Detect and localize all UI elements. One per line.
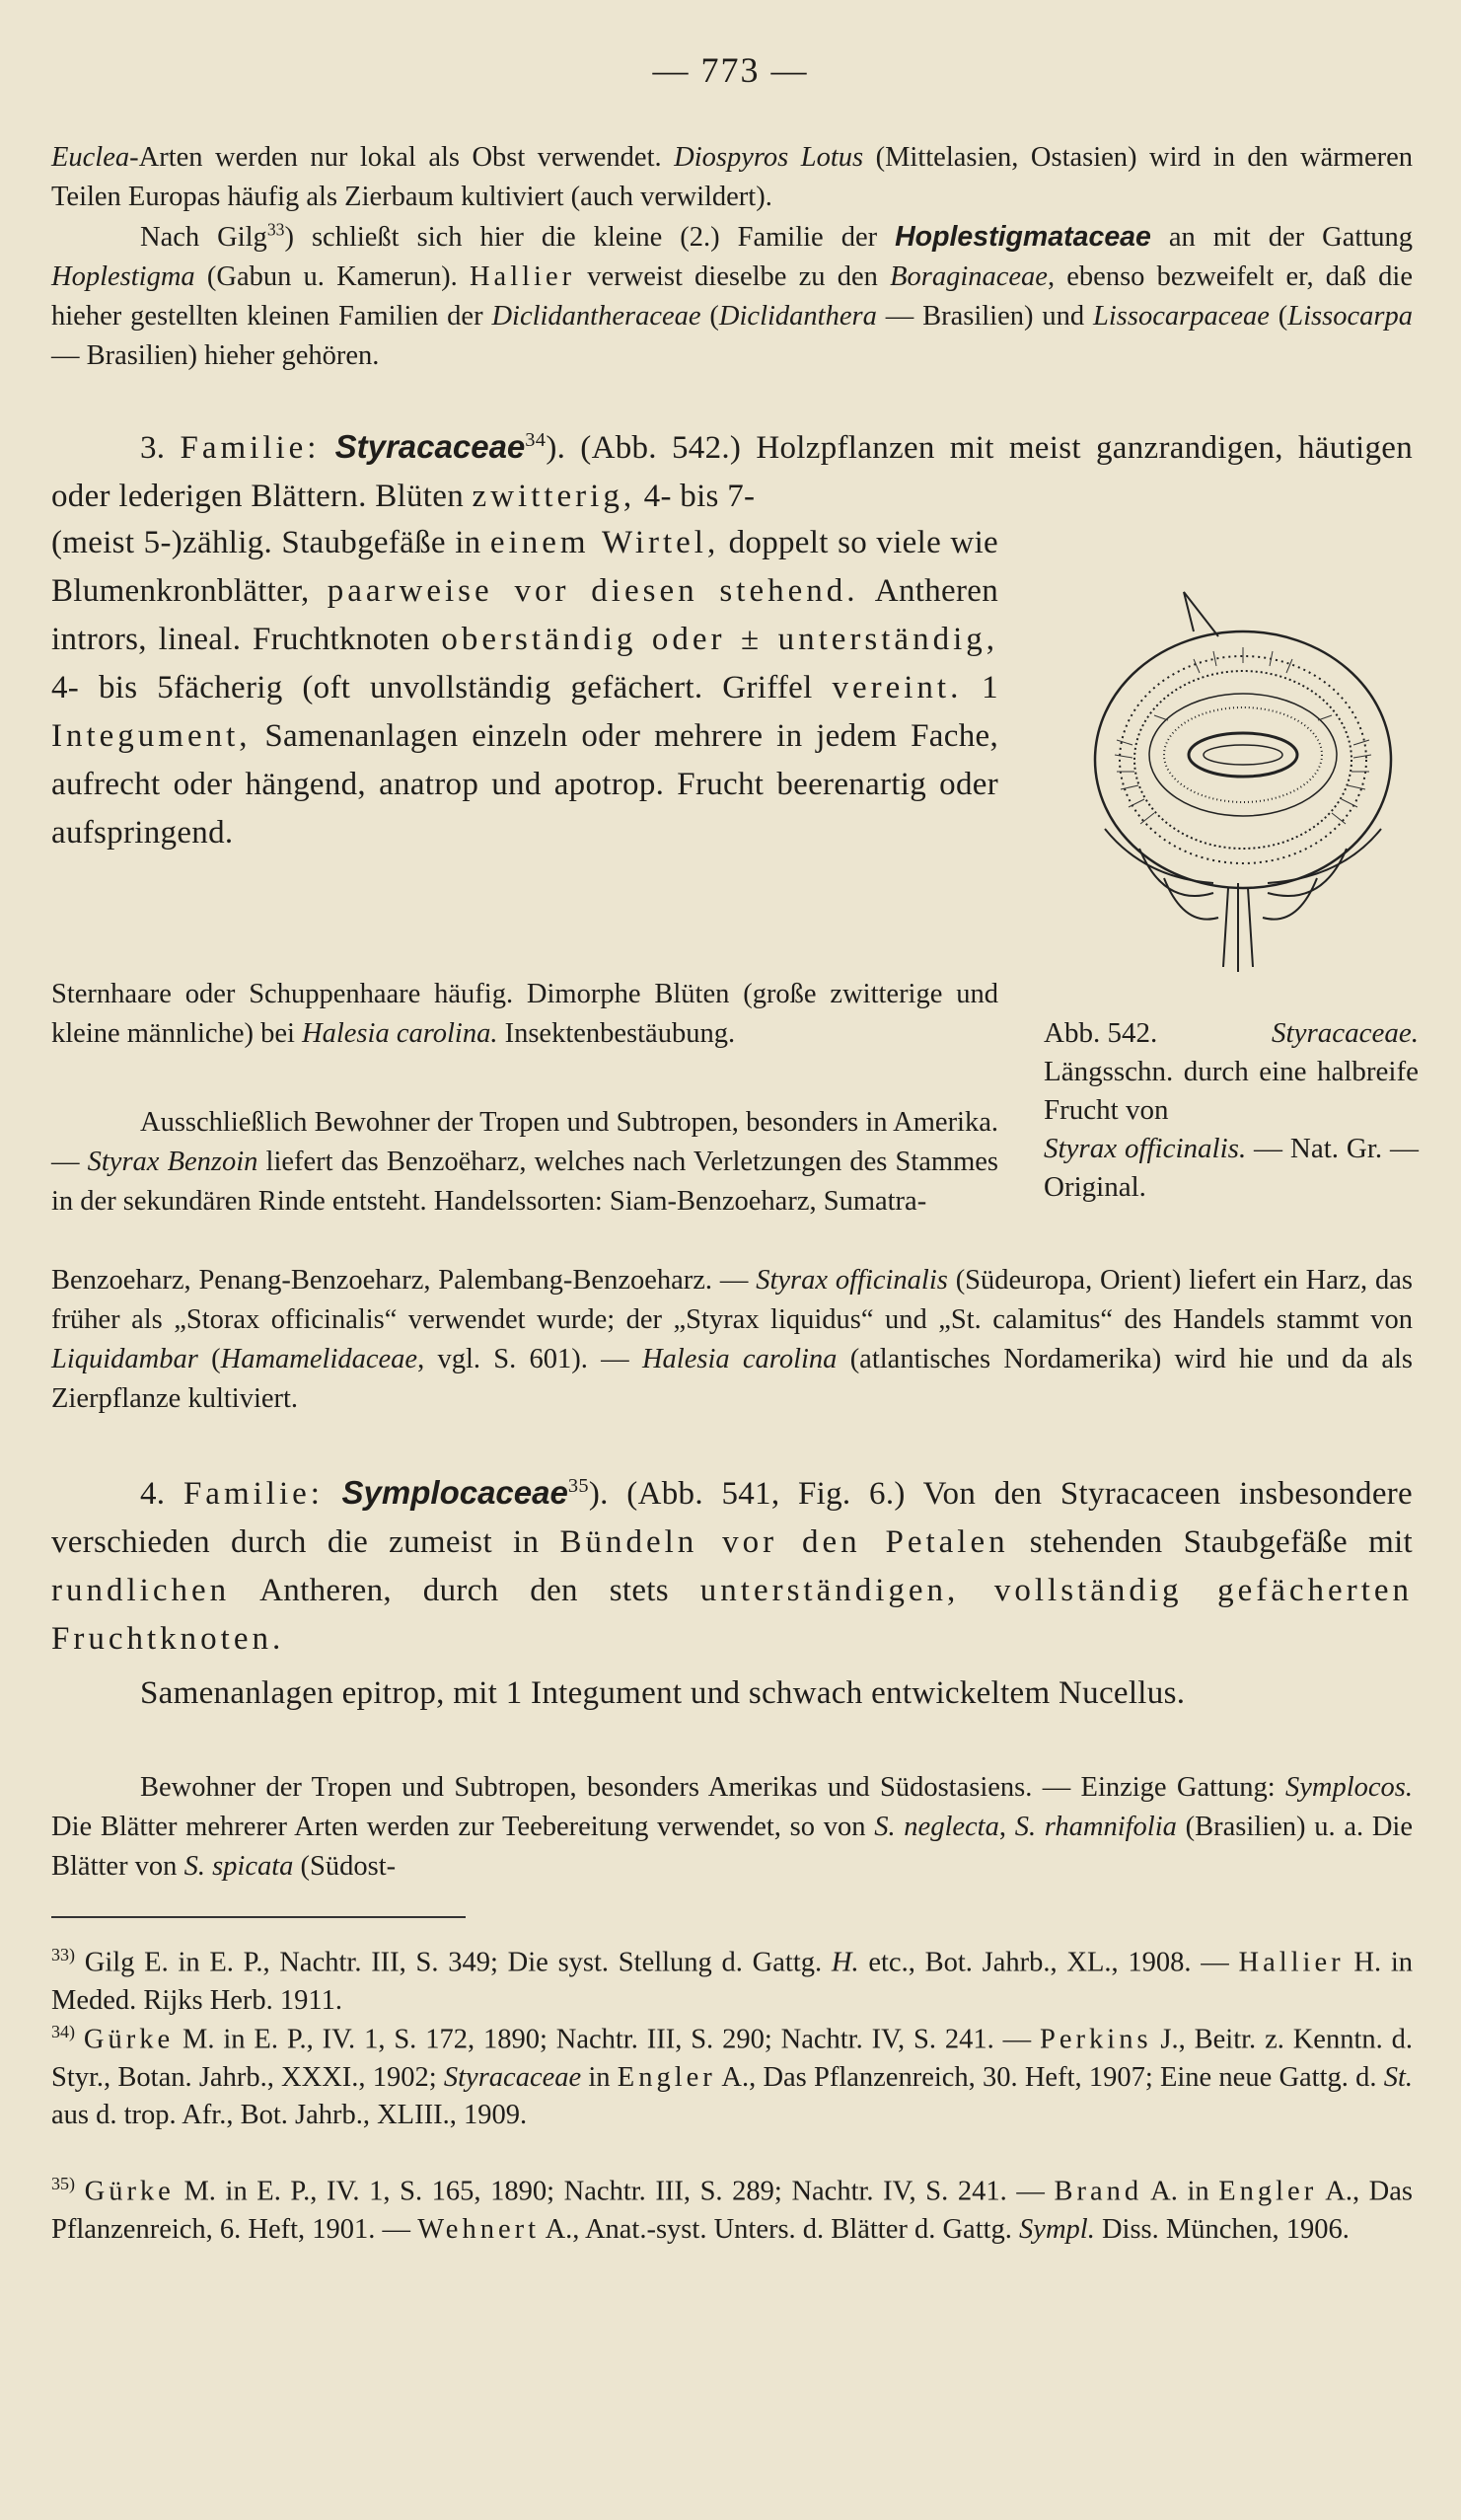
- text-run: Hoplestigma: [51, 261, 195, 292]
- text-run: 4- bis 5fächerig (oft unvollständig gefächert. Griffel: [51, 670, 833, 705]
- text-run: (meist 5-)zählig. Staubgefäße in: [51, 525, 490, 560]
- text-run: unterständigen, vollständig gefächerten Fruchtknoten.: [51, 1573, 1414, 1657]
- text-run: S. neglecta: [874, 1812, 999, 1842]
- text-run: Euclea: [51, 142, 130, 173]
- text-run: M. in E. P., IV. 1, S. 165, 1890; Nachtr. III, S. 289; Nachtr. IV, S. 241. —: [174, 2176, 1055, 2207]
- text-run: Symplocos.: [1284, 1772, 1413, 1803]
- text-run: Diclidantheraceae: [491, 301, 701, 332]
- text-run: Nach Gilg: [140, 222, 267, 253]
- text-run: an mit der Gattung: [1150, 222, 1413, 253]
- text-run: 34): [51, 2022, 75, 2041]
- text-run: Perkins: [1040, 2024, 1152, 2055]
- caption-scale-source: — Nat. Gr. — Original.: [1044, 1133, 1419, 1203]
- text-run: Hamamelidaceae: [220, 1344, 418, 1374]
- page-number: — 773 —: [652, 50, 809, 90]
- text-run: H.: [831, 1947, 859, 1978]
- text-run: (Mittelasien, Ostasien) wird in den wärmeren Teilen Europas häufig als Zierbaum kultiviert (auch verwildert).: [51, 142, 1414, 212]
- footnote-33: [51, 1936, 1413, 2020]
- text-run: 33): [51, 1945, 75, 1964]
- text-run: Diclidanthera: [718, 301, 877, 332]
- text-run: 34: [525, 429, 547, 451]
- text-run: Engler: [617, 2061, 716, 2093]
- family3-description: [51, 519, 998, 857]
- text-run: Diss. München, 1906.: [1094, 2213, 1350, 2245]
- caption-family: Styracaceae.: [1272, 1017, 1419, 1049]
- text-run: (Südeuropa, Orient) liefert ein Harz, das früher als „Storax officinalis“ verwendet wurde; der „Styrax liquidus“ und „St. calamitus“ des Handels stammt von: [51, 1265, 1413, 1335]
- text-run: liefert das Benzoëharz, welches nach Verletzungen des Stammes in der sekundären Rinde entsteht. Handelssorten: Siam-Benzoeharz, Sumatra-: [51, 1147, 999, 1217]
- text-run: Styracaceae: [443, 2061, 582, 2093]
- text-run: Boraginaceae: [890, 261, 1048, 292]
- caption-species: Styrax officinalis.: [1044, 1133, 1247, 1164]
- family4-ovules-paragraph: [51, 1669, 1413, 1718]
- text-run: ). (Abb. 541, Fig. 6.) Von den Styracaceen insbesondere verschieden durch die zumeist in: [51, 1476, 1414, 1560]
- text-run: Integument,: [51, 718, 252, 754]
- text-run: Sternhaare oder Schuppenhaare häufig. Dimorphe Blüten (große zwitterige und kleine männliche) bei: [51, 979, 998, 1049]
- text-run: Hallier: [469, 261, 576, 292]
- text-run: St.: [1383, 2061, 1414, 2093]
- text-run: 33: [266, 219, 285, 240]
- text-run: M. in E. P., IV. 1, S. 172, 1890; Nachtr. III, S. 290; Nachtr. IV, S. 241. —: [174, 2024, 1041, 2055]
- text-run: Benzoeharz, Penang-Benzoeharz, Palembang-Benzoeharz. —: [51, 1265, 757, 1296]
- text-run: A., Anat.-syst. Unters. d. Blätter d. Gattg.: [540, 2213, 1020, 2245]
- text-run: Ausschließlich Bewohner der Tropen und Subtropen, besonders in Amerika. —: [51, 1107, 998, 1177]
- text-run: verweist dieselbe zu den: [575, 261, 891, 292]
- intro-paragraph-1: [51, 138, 1413, 217]
- text-run: Liquidambar: [51, 1344, 198, 1374]
- text-run: (Südost-: [293, 1851, 397, 1882]
- caption-species-line: [1044, 1130, 1419, 1207]
- text-run: -Arten werden nur lokal als Obst verwendet.: [129, 142, 675, 173]
- footnote-34: [51, 2013, 1413, 2134]
- caption-description: Längsschn. durch eine halbreife Frucht von: [1044, 1056, 1419, 1126]
- text-run: — Brasilien) hieher gehören.: [51, 340, 380, 371]
- text-run: Sympl.: [1019, 2213, 1095, 2245]
- text-run: [320, 430, 334, 466]
- text-run: oberständig oder ± unterständig,: [441, 622, 998, 657]
- text-run: Symplocaceae: [341, 1474, 568, 1511]
- text-run: Hoplestigmataceae: [895, 221, 1151, 253]
- text-run: paarweise vor diesen stehend.: [327, 573, 859, 609]
- text-run: Hallier: [1238, 1947, 1345, 1978]
- text-run: Gürke: [83, 2024, 175, 2055]
- text-run: (Gabun u. Kamerun).: [194, 261, 470, 292]
- text-run: 1: [962, 670, 998, 705]
- text-run: ). (Abb. 542.) Holzpflanzen mit meist ganzrandigen, häutigen oder lederigen Blättern. Blüten: [51, 430, 1413, 514]
- text-run: (Brasilien) u. a. Die Blätter von: [51, 1812, 1413, 1882]
- text-run: Styrax Benzoin: [87, 1147, 258, 1177]
- text-run: einem Wirtel,: [489, 525, 720, 560]
- text-run: 4- bis 7-: [635, 479, 756, 514]
- text-run: Brand: [1054, 2176, 1143, 2207]
- text-run: Insektenbestäubung.: [497, 1018, 736, 1049]
- text-run: A., Das Pflanzenreich, 6. Heft, 1901. —: [51, 2176, 1413, 2245]
- text-run: [324, 1476, 342, 1512]
- caption-figure-label: Abb. 542.: [1044, 1017, 1158, 1049]
- family3-heading: [51, 422, 1413, 521]
- text-run: in: [581, 2061, 618, 2093]
- text-run: 35: [567, 1475, 589, 1497]
- text-run: Wehnert: [417, 2213, 541, 2245]
- text-run: Samenanlagen einzeln oder mehrere in jedem Fache, aufrecht oder hängend, anatrop und apotrop. Frucht beerenartig oder aufspringend.: [51, 718, 998, 851]
- text-run: 4.: [140, 1476, 183, 1512]
- family3-tropics-paragraph: [51, 1103, 998, 1222]
- text-run: H. in Meded. Rijks Herb. 1911.: [51, 1947, 1413, 2016]
- text-run: Styracaceae: [334, 428, 526, 465]
- text-run: vereint.: [832, 670, 963, 705]
- text-run: Lissocarpa: [1287, 301, 1413, 332]
- text-run: J., Beitr. z. Kenntn. d. Styr., Botan. Jahrb., XXXI., 1902;: [51, 2024, 1414, 2093]
- text-run: Diospyros Lotus: [674, 142, 864, 173]
- text-run: , ebenso bezweifelt er, daß die hieher gestellten kleinen Familien der: [51, 261, 1413, 332]
- text-run: zwitterig,: [472, 479, 636, 514]
- text-run: [75, 2025, 84, 2055]
- text-run: rundlichen: [51, 1573, 231, 1608]
- text-run: (: [1269, 301, 1288, 332]
- text-run: Familie:: [180, 430, 321, 466]
- text-run: Antheren, durch den stets: [230, 1573, 700, 1608]
- footnote-35: [51, 2165, 1413, 2249]
- text-run: Familie:: [183, 1476, 324, 1512]
- text-run: (: [197, 1344, 221, 1374]
- text-run: Gürke: [84, 2176, 175, 2207]
- text-run: Bündeln vor den Petalen: [559, 1524, 1009, 1560]
- text-run: etc., Bot. Jahrb., XL., 1908. —: [858, 1947, 1239, 1978]
- family4-distribution-paragraph: [51, 1768, 1413, 1887]
- text-run: , vgl. S. 601). —: [417, 1344, 642, 1374]
- text-run: Engler: [1218, 2176, 1318, 2207]
- text-run: (: [700, 301, 719, 332]
- text-run: S. rhamnifolia: [1014, 1812, 1177, 1842]
- family3-continuation-paragraph: [51, 1261, 1413, 1419]
- text-run: S. spicata: [183, 1851, 294, 1882]
- text-run: (atlantisches Nordamerika) wird hie und da als Zierpflanze kultiviert.: [51, 1344, 1413, 1414]
- family3-hairs-paragraph: [51, 975, 998, 1054]
- text-run: Halesia carolina: [641, 1344, 838, 1374]
- text-run: 3.: [140, 430, 181, 466]
- text-run: Lissocarpaceae: [1093, 301, 1270, 332]
- text-run: — Brasilien) und: [876, 301, 1093, 332]
- text-run: 35): [51, 2174, 75, 2193]
- text-run: Bewohner der Tropen und Subtropen, besonders Amerikas und Südostasiens. — Einzige Gattung:: [140, 1772, 1285, 1803]
- text-run: ) schließt sich hier die kleine (2.) Familie der: [284, 222, 896, 253]
- family4-heading: [51, 1468, 1413, 1664]
- text-run: stehenden Staubgefäße mit: [1008, 1524, 1414, 1560]
- text-run: Die Blätter mehrerer Arten werden zur Teebereitung verwendet, so von: [51, 1812, 875, 1842]
- text-run: ,: [998, 1812, 1015, 1842]
- text-run: Antheren intrors, lineal. Fruchtknoten: [51, 573, 998, 657]
- text-run: Halesia carolina.: [302, 1018, 498, 1049]
- text-run: Styrax officinalis: [756, 1265, 948, 1296]
- text-run: Gilg E. in E. P., Nachtr. III, S. 349; Die syst. Stellung d. Gattg.: [75, 1947, 832, 1978]
- intro-paragraph-2: [51, 217, 1413, 376]
- text-run: [75, 2177, 85, 2207]
- text-run: doppelt so viele wie Blumenkronblätter,: [51, 525, 998, 609]
- text-run: aus d. trop. Afr., Bot. Jahrb., XLIII., 1909.: [51, 2099, 528, 2130]
- styrax-fruit-section-illustration: [1046, 553, 1430, 1026]
- figure-caption: [1044, 1014, 1419, 1207]
- text-run: A. in: [1142, 2176, 1219, 2207]
- text-run: A., Das Pflanzenreich, 30. Heft, 1907; Eine neue Gattg. d.: [715, 2061, 1384, 2093]
- footnote-separator: [51, 1916, 466, 1918]
- text-run: Samenanlagen epitrop, mit 1 Integument und schwach entwickeltem Nucellus.: [140, 1675, 1186, 1711]
